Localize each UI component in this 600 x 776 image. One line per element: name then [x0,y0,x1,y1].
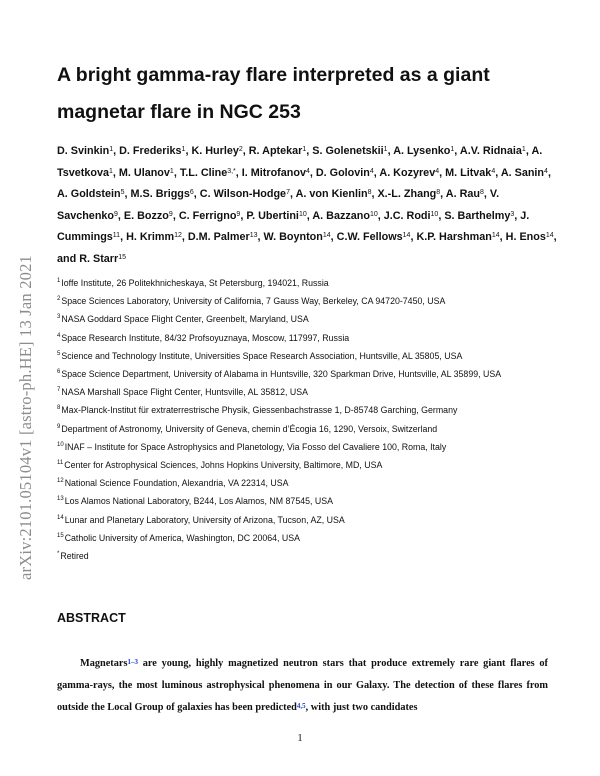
author-name: K. Hurley [191,145,239,157]
author [188,231,258,243]
author-affiliation-mark: 9 [236,210,241,218]
author-affiliation-mark: 4 [305,167,310,175]
author-name: E. Bozzo [123,209,169,222]
author [416,231,499,243]
affiliation-item [57,438,557,456]
abstract-part-1: Magnetars [80,658,128,669]
abstract-part-2: are young, highly magnetized neutron stars that produce extremely rare giant flares of gamma-rays, the most luminous astrophysical phenomena in our Galaxy. The detection of these flares from outside the Local Group of galaxies has been predicted [57,658,548,714]
paper-title [57,57,537,131]
author-name: R. Starr [79,252,119,265]
author-affiliation-mark: 4 [491,167,496,175]
author-name: D. Frederiks [119,145,182,157]
author-name: M. Litvak [445,166,492,179]
author-affiliation-mark: 8 [479,189,484,197]
affiliation-mark: 14 [57,514,64,521]
affiliation-item [57,511,557,529]
author [124,210,173,222]
affiliation-text: Retired [60,551,89,562]
author-affiliation-mark: 1 [109,146,114,153]
author-affiliation-mark: 1 [302,146,307,153]
author-affiliation-mark: 3 [510,210,515,218]
page-number: 1 [297,733,303,744]
affiliation-item [57,365,557,383]
author [263,231,330,243]
affiliation-item [57,329,557,347]
author-name: A. Goldstein [57,188,121,201]
affiliation-item [57,292,557,310]
author-affiliation-mark: 6 [189,189,194,197]
author-affiliation-mark: 10 [298,210,307,218]
author-name: A. Tsvetkova [57,145,543,179]
author-affiliation-mark: 4 [369,167,374,175]
author [126,231,182,243]
author [446,188,484,200]
author-name: A. Kozyrev [379,166,436,179]
author-affiliation-mark: 1 [450,146,455,153]
author-affiliation-mark: 1 [181,146,186,153]
author-affiliation-mark: 3,* [227,167,236,175]
author [119,167,174,179]
title-line-2: magnetar flare in NGC 253 [57,101,301,123]
author-name: A. Rau [445,188,480,201]
author-affiliation-mark: 1 [521,146,526,153]
author-name: C. Wilson-Hodge [199,188,287,201]
author [242,167,310,179]
affiliation-text: Space Research Institute, 84/32 Profsoyuznaya, Moscow, 117997, Russia [61,332,350,343]
author [191,145,242,157]
author-name: A. Bazzano [312,209,370,222]
author-name: A. Lysenko [393,145,451,157]
author [501,167,548,179]
author-affiliation-mark: 14 [402,232,411,240]
affiliation-text: Max-Planck-Institut für extraterrestrische Physik, Giessenbachstrasse 1, D-85748 Garching, Germany [61,405,458,416]
author-name: C. Ferrigno [178,209,237,222]
affiliation-mark: 2 [57,296,61,303]
affiliation-mark: 15 [57,532,64,539]
author [79,253,126,265]
affiliation-text: National Science Foundation, Alexandria, VA 22314, USA [64,478,289,489]
author-affiliation-mark: 1 [169,167,174,175]
affiliation-item [57,456,557,474]
author-name: W. Boynton [263,231,323,244]
author-affiliation-mark: 14 [545,232,554,240]
author [460,145,526,157]
author [445,167,495,179]
affiliation-item [57,492,557,510]
author [379,167,439,179]
author-name: A.V. Ridnaia [459,145,522,157]
affiliation-item [57,547,557,565]
author-affiliation-mark: 12 [174,232,182,240]
affiliation-item [57,347,557,365]
affiliation-mark: 1 [57,278,61,284]
affiliation-mark: 3 [57,314,61,321]
author [312,145,387,157]
author-affiliation-mark: 7 [286,189,290,197]
author-affiliation-mark: 8 [367,189,372,197]
author [312,210,377,222]
author-affiliation-mark: 5 [120,189,125,197]
author-name: V. Savchenko [57,188,500,222]
author [506,231,554,243]
affiliation-mark: 7 [57,387,61,394]
author [377,188,440,200]
author-name: S. Barthelmy [444,209,511,222]
affiliation-text: Space Sciences Laboratory, University of California, 7 Gauss Way, Berkeley, CA 94720-7450, USA [61,296,446,307]
author-affiliation-mark: 15 [118,253,127,261]
affiliation-text: Los Alamos National Laboratory, B244, Los Alamos, NM 87545, USA [64,496,333,507]
affiliation-mark: 5 [57,350,61,357]
author [119,145,185,157]
author [444,210,514,222]
affiliation-mark: 11 [57,460,64,467]
author-name: M.S. Briggs [130,188,190,201]
author-affiliation-mark: 9 [114,210,118,218]
author-name: R. Aptekar [248,145,303,157]
author [337,231,411,243]
author [131,188,194,200]
author-affiliation-mark: 8 [436,189,441,197]
author [384,210,439,222]
affiliation-list [57,274,557,565]
author [393,145,454,157]
author-affiliation-mark: 4 [435,167,440,175]
affiliation-text: NASA Goddard Space Flight Center, Greenbelt, Maryland, USA [61,314,309,325]
title-line-1: A bright gamma-ray flare interpreted as a giant [57,64,490,86]
affiliation-item [57,401,557,419]
author-affiliation-mark: 9 [168,210,173,218]
affiliation-mark: 4 [57,332,61,339]
author-list: D. Svinkin$^1$, D. Frederiks$^1$, K. Hurley$^2$, R. Aptekar$^1$, S. Golenetskii$^1$, A. Lysenko$^1$, A.V. Ridnaia$^1$, A. Tsvetkova$^1$, M. Ulanov$^1$, T.L. Cline$^{3,*}$, I. Mitrofanov$^4$, D. Golovin$^4$, A. Kozyrev$^4$, M. Litvak$^4$, A. Sanin$^4$, A. Goldstein$^5$, M.S. Briggs$^6$, C. Wilson-Hodge$^7$, A. von Kienlin$^8$, X.-L. Zhang$^8$, A. Rau$^8$, V. Savchenko$^9$, E. Bozzo$^9$, C. Ferrigno$^9$, P. Ubertini$^{10}$, A. Bazzano$^{10}$, J.C. Rodi$^{10}$, S. Barthelmy$^3$, J. Cummings$^{11}$, H. Krimm$^{12}$, D.M. Palmer$^{13}$, W. Boynton$^{14}$, C.W. Fellows$^{14}$, K.P. Harshman$^{14}$, H. Enos$^{14}$, and R. Starr$^{15}$ [57,145,557,265]
citation-link[interactable]: 4,5 [296,702,306,711]
author [180,167,236,179]
abstract-text [57,653,548,720]
author-name: H. Krimm [126,231,175,244]
affiliation-item [57,529,557,547]
author-name: J.C. Rodi [383,209,431,222]
affiliation-text: NASA Marshall Space Flight Center, Huntsville, AL 35812, USA [61,387,308,398]
author-name: I. Mitrofanov [241,166,306,179]
affiliation-mark: 8 [57,405,61,412]
affiliation-item [57,383,557,401]
author-name: P. Ubertini [246,209,299,222]
author [200,188,290,200]
author-name: J. Cummings [57,209,530,244]
author [249,145,307,157]
author-name: H. Enos [505,231,546,244]
affiliation-item [57,474,557,492]
author-affiliation-mark: 11 [112,232,121,240]
author-name: D.M. Palmer [187,231,250,244]
author-affiliation-mark: 4 [544,167,548,175]
author-name: A. Sanin [500,166,545,179]
affiliation-text: Department of Astronomy, University of Geneva, chemin d’Écogia 16, 1290, Versoix, Switzerland [61,423,438,434]
affiliation-mark: 10 [57,441,64,448]
author-affiliation-mark: 13 [249,232,258,240]
author-name: D. Svinkin [57,145,110,157]
author [179,210,241,222]
abstract-heading: ABSTRACT [57,611,126,625]
affiliation-text: INAF – Institute for Space Astrophysics and Planetology, Via Fosso del Cavaliere 100, Roma, Italy [64,441,447,452]
author-affiliation-mark: 10 [430,210,439,218]
affiliation-text: Ioffe Institute, 26 Politekhnicheskaya, St Petersburg, 194021, Russia [61,278,329,288]
author-name: X.-L. Zhang [377,188,437,201]
author [57,188,125,200]
affiliation-text: Center for Astrophysical Sciences, Johns Hopkins University, Baltimore, MD, USA [64,460,383,471]
author-affiliation-mark: 14 [322,232,331,240]
author-affiliation-mark: 1 [109,167,113,175]
author-joiner: and [57,252,77,265]
affiliation-text: Space Science Department, University of Alabama in Huntsville, 320 Sparkman Drive, Huntsville, AL 35899, USA [61,369,502,380]
author-affiliation-mark: 1 [383,146,388,153]
affiliation-mark: 12 [57,478,64,485]
affiliation-text: Science and Technology Institute, Universities Space Research Association, Huntsville, AL 35805, USA [61,350,463,361]
author-name: S. Golenetskii [312,145,384,157]
affiliation-item [57,420,557,438]
author-affiliation-mark: 2 [238,146,243,153]
affiliation-text: Lunar and Planetary Laboratory, University of Arizona, Tucson, AZ, USA [64,514,345,525]
affiliation-item [57,310,557,328]
arxiv-stamp: arXiv:2101.05104v1 [astro-ph.HE] 13 Jan 2021 [16,255,35,580]
author [296,188,372,200]
author [316,167,374,179]
affiliation-mark: 6 [57,369,61,376]
author-affiliation-mark: 10 [369,210,378,218]
affiliation-text: Catholic University of America, Washington, DC 20064, USA [64,532,301,543]
citation-link[interactable]: 1–3 [127,658,138,666]
affiliation-item [57,274,557,292]
author-affiliation-mark: 14 [491,232,500,240]
author [57,145,113,157]
author-name: D. Golovin [315,166,370,179]
author-name: C.W. Fellows [336,231,403,244]
affiliation-mark: 9 [57,423,61,430]
author-name: A. von Kienlin [295,188,368,201]
abstract-part-3: , with just two candidates [305,702,418,714]
author-name: T.L. Cline [179,166,228,179]
author-name: M. Ulanov [118,166,170,179]
author [246,210,306,222]
affiliation-mark: * [57,551,60,558]
author-name: K.P. Harshman [416,231,492,244]
affiliation-mark: 13 [57,496,64,503]
